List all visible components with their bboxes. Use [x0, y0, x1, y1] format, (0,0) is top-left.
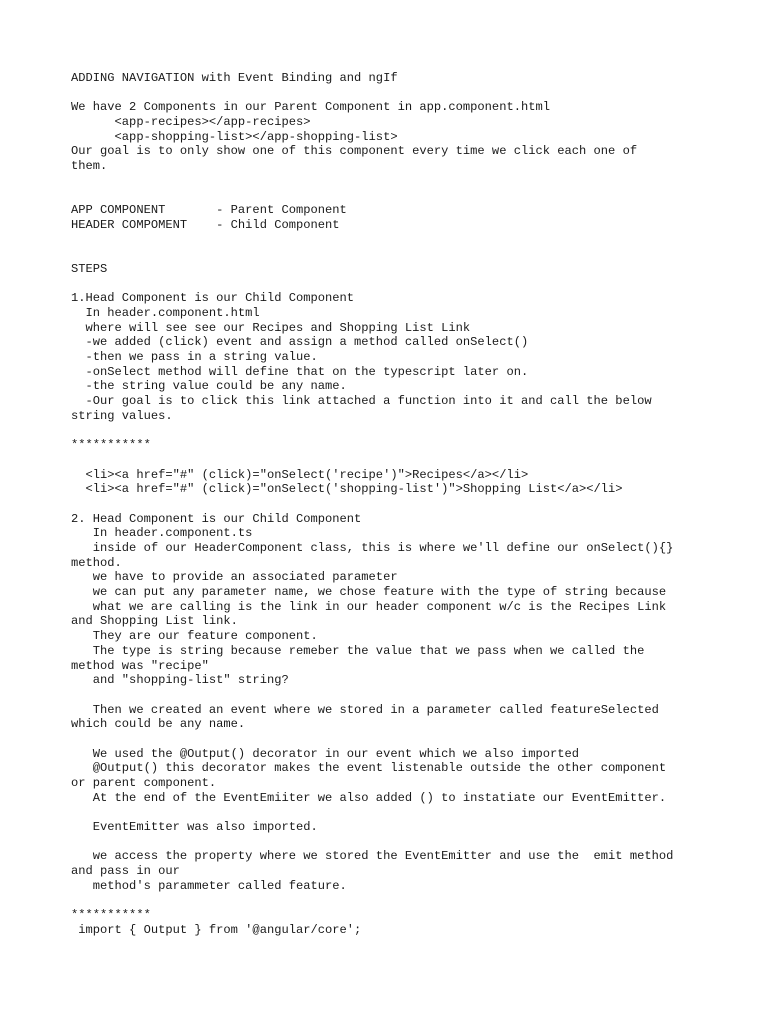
text-line: and pass in our [71, 864, 180, 879]
blank-line [71, 453, 711, 468]
text-line: which could be any name. [71, 717, 246, 732]
text-line: inside of our HeaderComponent class, this is where we'll define our onSelect(){} [71, 541, 674, 555]
blank-line [71, 86, 711, 101]
text-line: EventEmitter was also imported. [71, 820, 318, 835]
blank-line [71, 174, 711, 189]
title-line: ADDING NAVIGATION with Event Binding and ngIf [71, 71, 398, 85]
text-line: where will see see our Recipes and Shopping List Link [71, 320, 471, 335]
text-line: APP COMPONENT - Parent Component [71, 203, 347, 218]
blank-line [71, 189, 711, 204]
text-line: we can put any parameter name, we chose feature with the type of string because [71, 585, 667, 600]
text-line: -the string value could be any name. [71, 379, 347, 394]
code-line: <li><a href="#" (click)="onSelect('recipe')">Recipes</a></li> [71, 467, 529, 482]
text-line: Our goal is to only show one of this component every time we click each one of [71, 144, 638, 159]
text-line: and "shopping-list" string? [71, 673, 289, 688]
blank-line [71, 424, 711, 439]
text-line: At the end of the EventEmiiter we also added () to instatiate our EventEmitter. [71, 790, 667, 805]
text-line: we have to provide an associated parameter [71, 570, 398, 585]
text-line: In header.component.ts [71, 526, 253, 541]
text-line: we access the property where we stored the EventEmitter and use the emit method [71, 849, 674, 864]
text-line: them. [71, 159, 108, 174]
text-line: -then we pass in a string value. [71, 350, 318, 365]
text-line: @Output() this decorator makes the event listenable outside the other component [71, 761, 667, 776]
text-line: We have 2 Components in our Parent Component in app.component.html [71, 100, 550, 115]
text-line: The type is string because remeber the value that we pass when we called the [71, 643, 645, 658]
text-line: In header.component.html [71, 306, 260, 320]
blank-line [71, 233, 711, 248]
code-line: import { Output } from '@angular/core'; [71, 922, 362, 937]
blank-line [71, 247, 711, 262]
text-line: -Our goal is to click this link attached a function into it and call the below [71, 394, 652, 409]
text-line: method's parammeter called feature. [71, 878, 347, 893]
blank-line [71, 497, 711, 512]
text-line: string values. [71, 408, 173, 423]
blank-line [71, 277, 711, 292]
text-line: what we are calling is the link in our header component w/c is the Recipes Link [71, 599, 667, 614]
blank-line [71, 835, 711, 850]
text-line: Then we created an event where we stored in a parameter called featureSelected [71, 702, 659, 717]
blank-line [71, 805, 711, 820]
text-line: -we added (click) event and assign a method called onSelect() [71, 335, 529, 350]
text-line: We used the @Output() decorator in our event which we also imported [71, 746, 580, 761]
blank-line [71, 894, 711, 909]
separator-line: *********** [71, 908, 151, 923]
text-line: 2. Head Component is our Child Component [71, 511, 362, 526]
text-line: -onSelect method will define that on the typescript later on. [71, 364, 529, 379]
separator-line: *********** [71, 438, 151, 453]
text-line: and Shopping List link. [71, 614, 238, 629]
code-line: <app-shopping-list></app-shopping-list> [71, 129, 398, 144]
code-line: <li><a href="#" (click)="onSelect('shopping-list')">Shopping List</a></li> [71, 482, 623, 497]
section-heading: STEPS [71, 261, 108, 276]
code-line: <app-recipes></app-recipes> [71, 115, 311, 130]
document-page [71, 71, 711, 938]
text-line: or parent component. [71, 776, 217, 790]
text-line: They are our feature component. [71, 629, 318, 644]
text-line: method. [71, 555, 122, 570]
text-line: 1.Head Component is our Child Component [71, 291, 355, 306]
text-line: HEADER COMPOMENT - Child Component [71, 217, 340, 232]
text-line: method was "recipe" [71, 658, 209, 673]
blank-line [71, 688, 711, 703]
blank-line [71, 732, 711, 747]
